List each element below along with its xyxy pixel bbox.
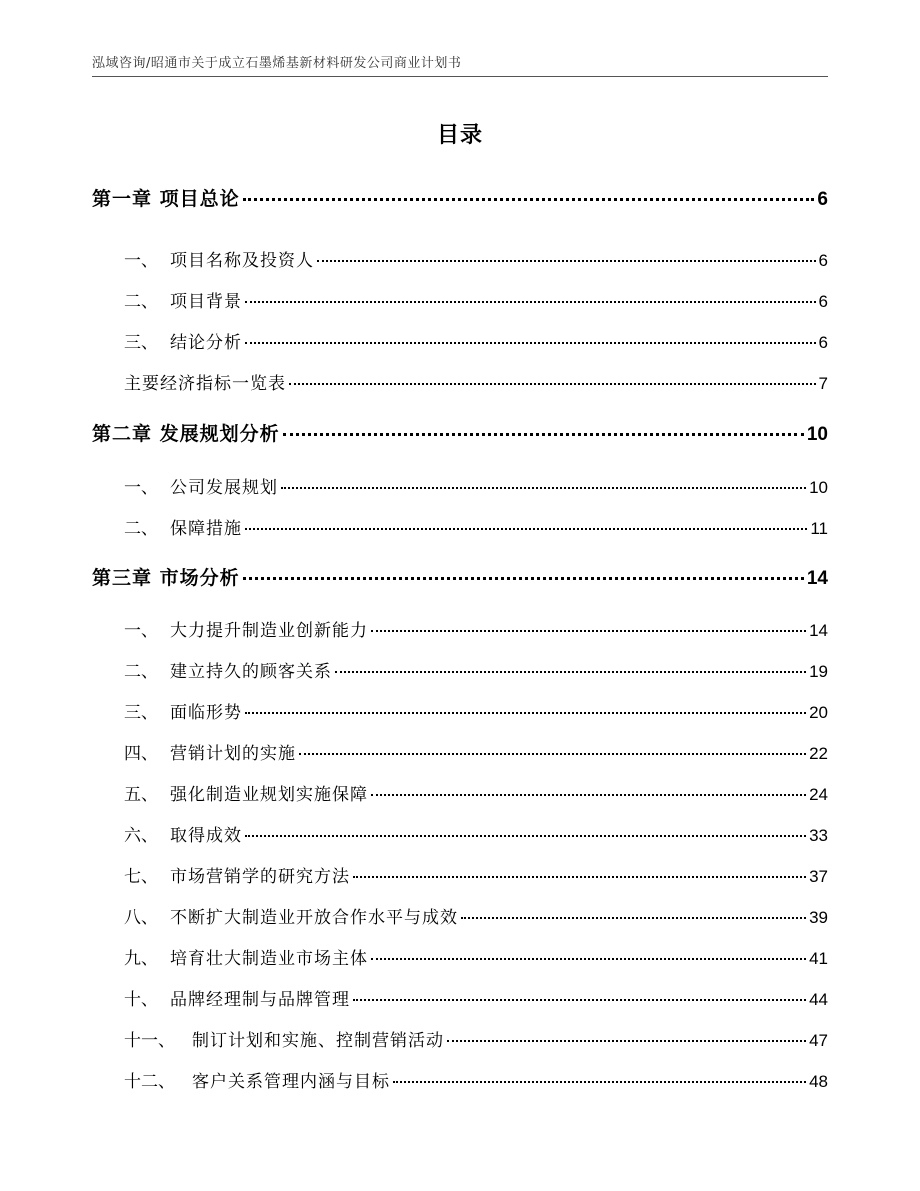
dot-leader <box>353 999 806 1001</box>
dot-leader <box>317 260 816 262</box>
dot-leader <box>245 528 807 530</box>
toc-section-entry[interactable] <box>124 657 828 682</box>
dot-leader <box>245 712 806 714</box>
toc-entry-number: 一、 <box>124 251 158 271</box>
toc-section-entry[interactable] <box>124 862 828 887</box>
toc-section-entry[interactable] <box>124 821 828 846</box>
toc-entry-label: 公司发展规划 <box>170 478 278 498</box>
dot-leader <box>353 876 806 878</box>
dot-leader <box>245 342 816 344</box>
dot-leader <box>245 835 806 837</box>
toc-entry-number: 十、 <box>124 990 158 1010</box>
toc-entry-number: 八、 <box>124 908 158 928</box>
toc-section-entry[interactable] <box>124 739 828 764</box>
toc-entry-label: 第三章 市场分析 <box>92 567 240 589</box>
toc-entry-label: 客户关系管理内涵与目标 <box>192 1072 390 1092</box>
toc-page-number: 24 <box>809 785 828 804</box>
toc-page-number: 19 <box>809 662 828 681</box>
toc-page-number: 22 <box>809 744 828 763</box>
dot-leader <box>371 958 806 960</box>
toc-section-entry[interactable] <box>124 780 828 805</box>
toc-entry-number: 九、 <box>124 949 158 969</box>
toc-page-number: 37 <box>809 867 828 886</box>
toc-page-number: 33 <box>809 826 828 845</box>
toc-page-number: 6 <box>818 333 828 352</box>
toc-entry-label: 建立持久的顾客关系 <box>170 662 332 682</box>
toc-entry-number: 十二、 <box>124 1072 175 1092</box>
header-divider <box>92 76 828 77</box>
toc-entry-number: 三、 <box>124 333 158 353</box>
toc-section-entry[interactable] <box>124 328 828 353</box>
toc-entry-label: 第一章 项目总论 <box>92 188 240 210</box>
toc-entry-number: 二、 <box>124 519 158 539</box>
toc-chapter-entry[interactable] <box>92 184 828 211</box>
toc-section-entry[interactable] <box>124 903 828 928</box>
toc-entry-label: 大力提升制造业创新能力 <box>170 621 368 641</box>
toc-title: 目录 <box>436 123 483 148</box>
toc-entry-label: 制订计划和实施、控制营销活动 <box>192 1031 444 1051</box>
toc-section-entry[interactable] <box>124 473 828 498</box>
toc-page-number: 41 <box>809 949 828 968</box>
toc-entry-label: 主要经济指标一览表 <box>124 374 286 394</box>
toc-entry-number: 二、 <box>124 292 158 312</box>
toc-entry-label: 项目背景 <box>170 292 242 312</box>
dot-leader <box>299 753 806 755</box>
toc-entry-label: 培育壮大制造业市场主体 <box>170 949 368 969</box>
toc-section-entry[interactable] <box>124 985 828 1010</box>
running-header: 泓域咨询/昭通市关于成立石墨烯基新材料研发公司商业计划书 <box>92 56 462 71</box>
toc-page-number: 20 <box>809 703 828 722</box>
dot-leader <box>461 917 806 919</box>
toc-section-entry[interactable] <box>124 369 828 394</box>
toc-page-number: 14 <box>806 568 828 589</box>
toc-section-entry[interactable] <box>124 287 828 312</box>
dot-leader <box>245 301 816 303</box>
toc-entry-number: 十一、 <box>124 1031 175 1051</box>
toc-entry-label: 强化制造业规划实施保障 <box>170 785 368 805</box>
toc-entry-number: 二、 <box>124 662 158 682</box>
toc-page-number: 48 <box>809 1072 828 1091</box>
toc-section-entry[interactable] <box>124 616 828 641</box>
dot-leader <box>447 1040 806 1042</box>
toc-entry-number: 六、 <box>124 826 158 846</box>
toc-page-number: 44 <box>809 990 828 1009</box>
toc-page-number: 11 <box>810 519 828 538</box>
dot-leader <box>393 1081 806 1083</box>
toc-entry-label: 保障措施 <box>170 519 242 539</box>
toc-page-number: 47 <box>809 1031 828 1050</box>
toc-entry-label: 营销计划的实施 <box>170 744 296 764</box>
toc-page-number: 6 <box>817 189 828 210</box>
toc-entry-label: 项目名称及投资人 <box>170 251 314 271</box>
toc-entry-label: 不断扩大制造业开放合作水平与成效 <box>170 908 458 928</box>
toc-entry-label: 取得成效 <box>170 826 242 846</box>
toc-section-entry[interactable] <box>124 1026 828 1051</box>
toc-page-number: 39 <box>809 908 828 927</box>
toc-entry-number: 七、 <box>124 867 158 887</box>
dot-leader <box>281 487 806 489</box>
toc-section-entry[interactable] <box>124 1067 828 1092</box>
toc-page-number: 14 <box>809 621 828 640</box>
dot-leader <box>371 794 806 796</box>
toc-section-entry[interactable] <box>124 944 828 969</box>
toc-page-number: 6 <box>818 251 828 270</box>
toc-entry-label: 面临形势 <box>170 703 242 723</box>
toc-chapter-entry[interactable] <box>92 419 828 446</box>
toc-entry-label: 品牌经理制与品牌管理 <box>170 990 350 1010</box>
toc-entry-label: 结论分析 <box>170 333 242 353</box>
toc-entry-label: 第二章 发展规划分析 <box>92 423 280 445</box>
toc-chapter-entry[interactable] <box>92 563 828 590</box>
toc-entry-number: 三、 <box>124 703 158 723</box>
toc-entry-number: 一、 <box>124 478 158 498</box>
toc-section-entry[interactable] <box>124 514 828 539</box>
toc-entry-number: 一、 <box>124 621 158 641</box>
toc-entry-label: 市场营销学的研究方法 <box>170 867 350 887</box>
toc-page-number: 10 <box>809 478 828 497</box>
toc-page-number: 10 <box>806 424 828 445</box>
dot-leader <box>289 383 816 385</box>
dot-leader <box>283 433 804 436</box>
toc-section-entry[interactable] <box>124 246 828 271</box>
dot-leader <box>243 198 815 201</box>
toc-entry-number: 五、 <box>124 785 158 805</box>
dot-leader <box>371 630 806 632</box>
dot-leader <box>335 671 806 673</box>
toc-entry-number: 四、 <box>124 744 158 764</box>
dot-leader <box>243 577 804 580</box>
toc-page-number: 6 <box>818 292 828 311</box>
toc-page-number: 7 <box>818 374 828 393</box>
toc-section-entry[interactable] <box>124 698 828 723</box>
